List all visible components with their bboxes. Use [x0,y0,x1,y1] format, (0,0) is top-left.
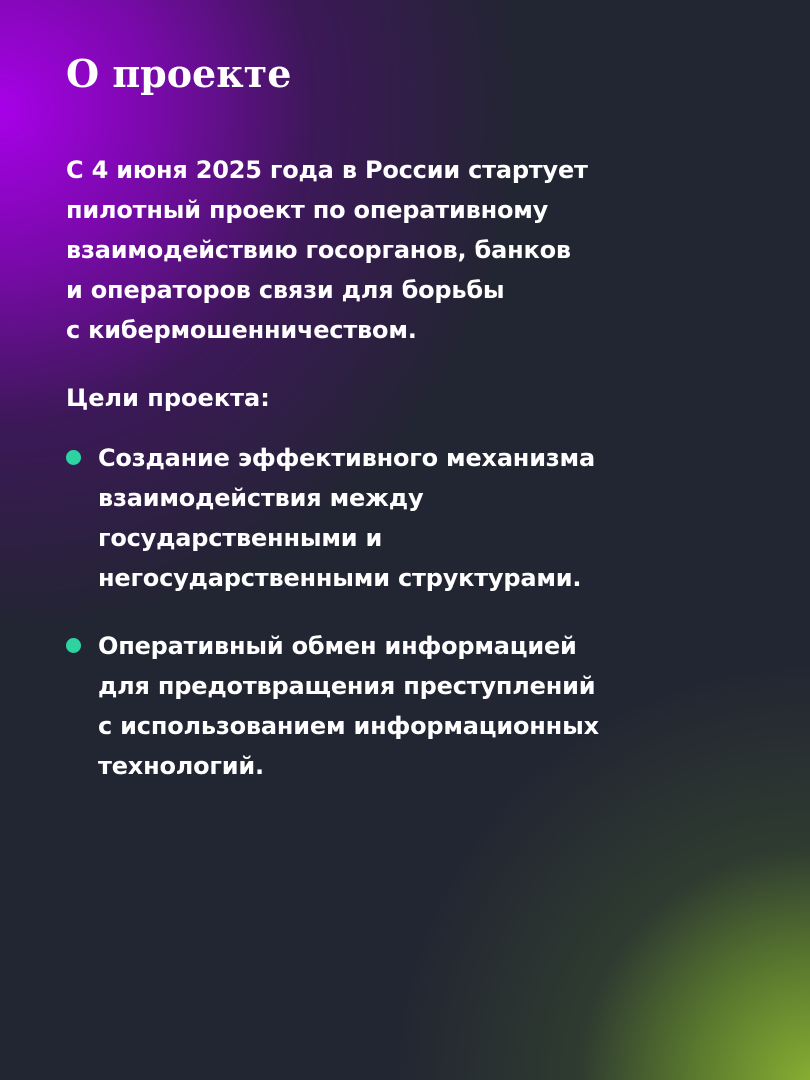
intro-paragraph [66,150,766,350]
goal-line: технологий. [98,752,264,780]
goal-line: Создание эффективного механизма [98,444,595,472]
goal-line: взаимодействия между [98,484,424,512]
goal-line: для предотвращения преступлений [98,672,596,700]
intro-line: С 4 июня 2025 года в России стартует [66,156,588,184]
intro-line: и операторов связи для борьбы [66,276,505,304]
goal-line: негосударственными структурами. [98,564,582,592]
goal-line: государственными и [98,524,383,552]
goals-heading: Цели проекта: [66,384,270,412]
intro-line: пилотный проект по оперативному [66,196,549,224]
goal-text [98,438,595,598]
page-title: О проекте [66,51,292,96]
goal-line: Оперативный обмен информацией [98,632,577,660]
goal-line: с использованием информационных [98,712,599,740]
intro-line: с кибермошенничеством. [66,316,417,344]
bullet-dot-icon [66,638,81,653]
intro-line: взаимодействию госорганов, банков [66,236,571,264]
bullet-dot-icon [66,450,81,465]
goal-text [98,626,599,786]
